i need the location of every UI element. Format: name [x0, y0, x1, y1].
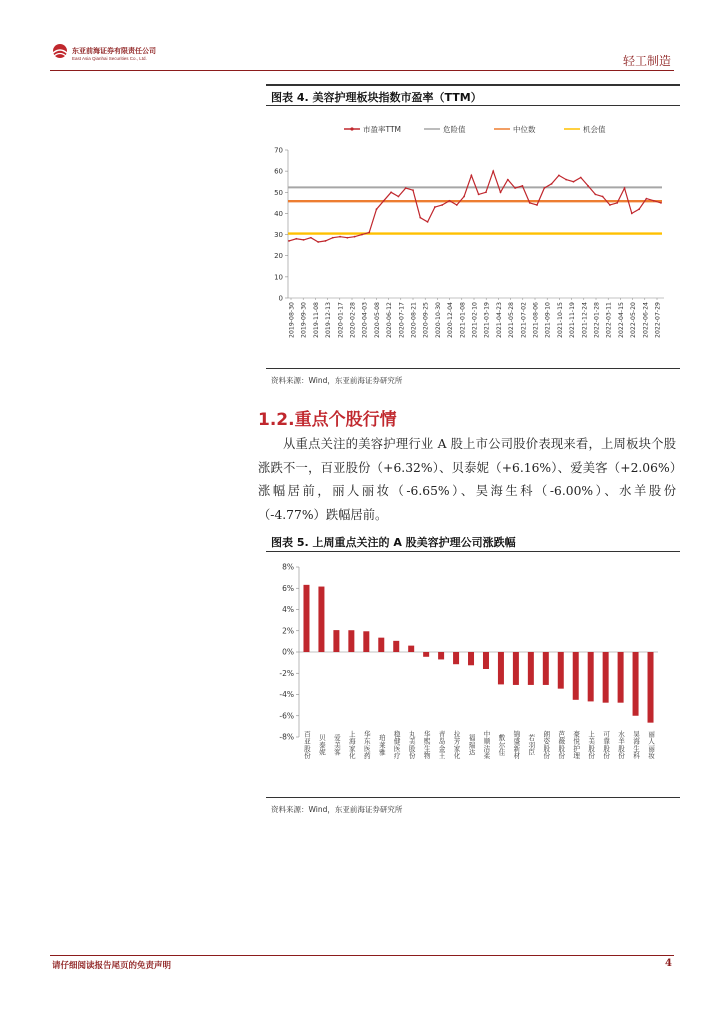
pe-ttm-point — [507, 179, 509, 181]
bar-20 — [603, 652, 609, 703]
x-tick-label: 2020-02-28 — [349, 302, 357, 338]
pe-ttm-point — [390, 191, 392, 193]
pe-ttm-point — [412, 189, 414, 191]
x-tick-label: 2020-12-04 — [447, 302, 455, 338]
pe-ttm-point — [478, 194, 480, 196]
pe-ttm-line-chart — [266, 110, 680, 368]
pe-ttm-point — [354, 236, 356, 238]
pe-ttm-point — [638, 208, 640, 210]
category-label: 中顺洁柔 — [481, 730, 490, 760]
y-tick-label: 60 — [274, 167, 283, 176]
x-tick-label: 2021-07-02 — [520, 302, 528, 338]
x-tick-label: 2021-09-10 — [544, 302, 552, 338]
category-label: 贝泰妮 — [317, 734, 326, 756]
footer-rule — [50, 955, 674, 956]
bar-9 — [438, 652, 444, 659]
x-tick-label: 2021-03-19 — [483, 302, 491, 338]
bar-21 — [618, 652, 624, 703]
y-tick-label: 6% — [282, 583, 294, 593]
y-tick-label: -8% — [279, 732, 294, 742]
pe-ttm-point — [405, 187, 407, 189]
pe-ttm-point — [514, 187, 516, 189]
x-tick-label: 2020-01-17 — [337, 302, 345, 338]
figure4-source: 资料来源：Wind，东亚前海证券研究所 — [271, 376, 403, 385]
pe-ttm-point — [653, 200, 655, 202]
pe-ttm-point — [332, 237, 334, 239]
pe-ttm-point — [594, 194, 596, 196]
category-label: 朗姿股份 — [541, 730, 550, 760]
bar-23 — [648, 652, 654, 723]
x-tick-label: 2022-05-20 — [630, 302, 638, 338]
pe-ttm-point — [646, 198, 648, 200]
category-label: 上美股份 — [586, 730, 595, 760]
x-tick-label: 2020-10-30 — [434, 302, 442, 338]
pe-ttm-point — [485, 191, 487, 193]
bar-10 — [453, 652, 459, 664]
pe-ttm-point — [543, 187, 545, 189]
bar-8 — [423, 652, 429, 657]
figure5-title: 图表 5. 上周重点关注的 A 股美容护理公司涨跌幅 — [271, 536, 516, 549]
pe-ttm-point — [325, 240, 327, 242]
pe-ttm-point — [573, 181, 575, 183]
x-tick-label: 2020-06-12 — [386, 302, 394, 338]
category-label: 华东医药 — [362, 730, 371, 760]
figure4-top-rule — [266, 84, 680, 86]
y-tick-label: 2% — [282, 626, 294, 636]
pe-ttm-point — [660, 202, 662, 204]
pe-ttm-point — [368, 232, 370, 234]
figure5-bottom-rule — [266, 797, 680, 798]
x-tick-label: 2022-03-11 — [605, 302, 613, 338]
legend-label-3: 机会值 — [583, 125, 606, 134]
category-label: 昊海生科 — [631, 730, 640, 760]
pe-ttm-point — [492, 170, 494, 172]
pe-ttm-point — [587, 185, 589, 187]
x-tick-label: 2021-10-15 — [556, 302, 564, 338]
category-label: 芭薇股份 — [556, 730, 565, 760]
legend-label-1: 危险值 — [443, 125, 466, 134]
figure4-title-rule — [266, 105, 680, 106]
pe-ttm-point — [551, 183, 553, 185]
category-label: 丽人丽妆 — [646, 730, 655, 760]
pe-ttm-point — [609, 204, 611, 206]
category-label: 拉芳家化 — [452, 730, 461, 760]
y-tick-label: 10 — [274, 273, 283, 282]
section-title: 1.2.重点个股行情 — [258, 410, 397, 430]
x-tick-label: 2021-01-08 — [459, 302, 467, 338]
x-tick-label: 2019-12-13 — [325, 302, 333, 338]
x-tick-label: 2019-11-08 — [312, 302, 320, 338]
pe-ttm-point — [463, 196, 465, 198]
pe-ttm-point — [529, 202, 531, 204]
bar-19 — [588, 652, 594, 701]
category-label: 锦盛新材 — [511, 730, 520, 760]
y-tick-label: 40 — [274, 209, 283, 218]
bar-7 — [408, 646, 414, 652]
pe-ttm-point — [456, 204, 458, 206]
category-label: 福瑞达 — [467, 734, 476, 756]
figure5-title-rule — [266, 551, 680, 552]
y-tick-label: 0% — [282, 647, 294, 657]
bar-18 — [573, 652, 579, 700]
header — [0, 0, 724, 72]
pe-ttm-point — [295, 238, 297, 240]
pe-ttm-point — [441, 204, 443, 206]
category-label: 可靠股份 — [601, 730, 610, 760]
pe-ttm-point — [434, 206, 436, 208]
footer-disclaimer: 请仔细阅读报告尾页的免责声明 — [52, 961, 172, 971]
bar-14 — [513, 652, 519, 685]
pe-ttm-point — [500, 191, 502, 193]
bar-16 — [543, 652, 549, 685]
pe-ttm-point — [624, 187, 626, 189]
y-tick-label: -2% — [279, 668, 294, 678]
x-tick-label: 2020-08-21 — [410, 302, 418, 338]
x-tick-label: 2020-09-25 — [422, 302, 430, 338]
pe-ttm-point — [383, 200, 385, 202]
pe-ttm-point — [602, 196, 604, 198]
x-tick-label: 2019-09-30 — [300, 302, 308, 338]
bar-17 — [558, 652, 564, 689]
pe-ttm-point — [631, 213, 633, 215]
y-tick-label: 4% — [282, 605, 294, 614]
x-tick-label: 2022-01-28 — [593, 302, 601, 338]
bar-0 — [303, 585, 309, 652]
x-tick-label: 2021-02-10 — [471, 302, 479, 338]
category-label: 敷尔佳 — [496, 734, 505, 756]
bar-22 — [633, 652, 639, 716]
figure5-source: 资料来源：Wind，东亚前海证券研究所 — [271, 805, 403, 814]
pe-ttm-point — [565, 179, 567, 181]
y-tick-label: 70 — [274, 146, 283, 155]
bar-11 — [468, 652, 474, 665]
pe-ttm-point — [522, 185, 524, 187]
category-label: 珀莱雅 — [377, 734, 386, 756]
legend-marker-0 — [350, 127, 353, 130]
x-tick-label: 2021-08-06 — [532, 302, 540, 338]
company-name-en: East Asia Qianhai Securities Co., Ltd. — [72, 56, 147, 61]
header-rule — [50, 70, 674, 71]
y-tick-label: 8% — [282, 562, 294, 572]
bar-4 — [363, 631, 369, 652]
pe-ttm-point — [536, 204, 538, 206]
stock-change-bar-chart — [266, 555, 680, 795]
bar-1 — [318, 587, 324, 652]
pe-ttm-point — [580, 177, 582, 179]
pe-ttm-point — [616, 202, 618, 204]
section-paragraph: 从重点关注的美容护理行业 A 股上市公司股价表现来看，上周板块个股涨跌不一，百亚股份（+6.32%）、贝泰妮（+6.16%）、爱美客（+2.06%）涨幅居前，丽人丽妆（-6.65%）、昊海生科（-6.00%）、水羊股份（-4.77%）跌幅居前。 — [258, 437, 676, 522]
bar-5 — [378, 638, 384, 652]
y-tick-label: 0 — [278, 294, 283, 303]
bar-6 — [393, 641, 399, 652]
category-label: 丸美股份 — [407, 730, 416, 760]
bar-12 — [483, 652, 489, 669]
x-tick-label: 2022-04-15 — [617, 302, 625, 338]
y-tick-label: 30 — [274, 231, 283, 240]
category-label: 若羽臣 — [526, 734, 535, 756]
figure4-bottom-rule — [266, 368, 680, 369]
y-tick-label: -6% — [279, 711, 294, 721]
legend-label-2: 中位数 — [513, 125, 536, 134]
pe-ttm-point — [449, 200, 451, 202]
pe-ttm-point — [303, 239, 305, 241]
category-label: 爱美客 — [332, 734, 341, 756]
pe-ttm-point — [339, 236, 341, 238]
x-tick-label: 2021-11-19 — [569, 302, 577, 338]
page-number: 4 — [665, 958, 672, 969]
x-tick-label: 2019-08-30 — [288, 302, 296, 338]
x-tick-label: 2021-04-23 — [495, 302, 503, 338]
company-logo-icon — [50, 42, 70, 60]
pe-ttm-point — [419, 217, 421, 219]
pe-ttm-point — [310, 237, 312, 239]
x-tick-label: 2022-06-24 — [642, 302, 650, 338]
x-tick-label: 2021-05-28 — [508, 302, 516, 338]
figure4-title: 图表 4. 美容护理板块指数市盈率（TTM） — [271, 91, 482, 104]
category-label: 上海家化 — [347, 730, 356, 760]
y-tick-label: 50 — [274, 188, 283, 197]
pe-ttm-point — [398, 196, 400, 198]
company-name-cn: 东亚前海证券有限责任公司 — [72, 47, 156, 55]
legend-label-0: 市盈率TTM — [363, 125, 402, 134]
pe-ttm-point — [427, 221, 429, 223]
pe-ttm-point — [558, 174, 560, 176]
category-label: 稳健医疗 — [392, 730, 401, 760]
category-label: 豪悦护理 — [571, 730, 580, 760]
x-tick-label: 2020-07-17 — [398, 302, 406, 338]
pe-ttm-point — [346, 237, 348, 239]
pe-ttm-point — [470, 174, 472, 176]
x-tick-label: 2021-12-24 — [581, 302, 589, 338]
category-label: 华熙生物 — [422, 730, 431, 760]
category-label: 百亚股份 — [302, 730, 311, 760]
y-tick-label: -4% — [279, 690, 294, 699]
category-label: 青岛金王 — [437, 730, 446, 760]
x-tick-label: 2020-04-03 — [361, 302, 369, 338]
pe-ttm-line — [289, 171, 661, 242]
bar-13 — [498, 652, 504, 684]
category-label: 水羊股份 — [616, 730, 625, 760]
pe-ttm-point — [376, 208, 378, 210]
x-tick-label: 2022-07-29 — [654, 302, 662, 338]
sector-label: 轻工制造 — [622, 54, 671, 68]
bar-15 — [528, 652, 534, 685]
pe-ttm-point — [361, 234, 363, 236]
bar-3 — [348, 630, 354, 652]
x-tick-label: 2020-05-08 — [373, 302, 381, 338]
pe-ttm-point — [317, 241, 319, 243]
y-tick-label: 20 — [274, 252, 283, 261]
pe-ttm-point — [288, 240, 290, 242]
bar-2 — [333, 630, 339, 652]
